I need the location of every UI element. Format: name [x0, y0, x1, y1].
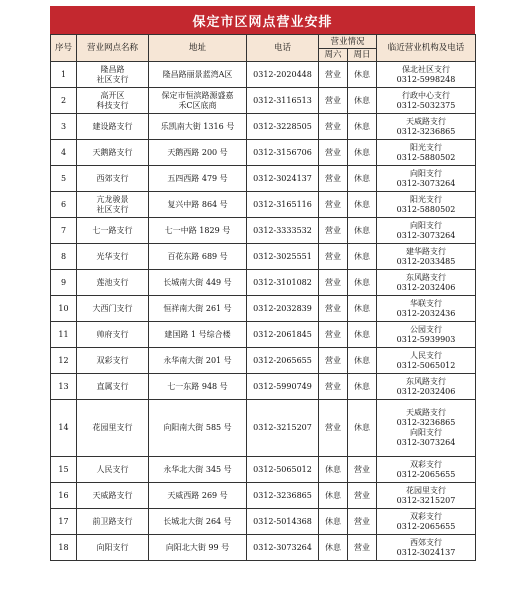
- cell-sun: 休息: [348, 62, 377, 88]
- cell-nearby: [377, 218, 476, 244]
- header-address: 地址: [149, 35, 247, 62]
- cell-name: [77, 400, 149, 457]
- cell-address: [149, 88, 247, 114]
- cell-nearby: [377, 140, 476, 166]
- cell-address-line: 复兴中路 864 号: [167, 199, 228, 209]
- cell-index: 9: [51, 270, 77, 296]
- cell-address-line: 乐凯南大街 1316 号: [160, 121, 235, 131]
- cell-phone: 0312-3101082: [247, 270, 319, 296]
- cell-name: [77, 296, 149, 322]
- cell-nearby: [377, 348, 476, 374]
- cell-address: [149, 348, 247, 374]
- table-row: [51, 270, 476, 296]
- cell-nearby-line: 东风路支行: [406, 376, 447, 386]
- cell-nearby-line: 0312-2065655: [396, 469, 456, 479]
- cell-sat: 休息: [319, 535, 348, 561]
- cell-index: 7: [51, 218, 77, 244]
- cell-name-line: 建设路支行: [92, 121, 133, 131]
- cell-nearby: [377, 509, 476, 535]
- cell-name-line: 天威路支行: [92, 490, 133, 500]
- table-row: [51, 322, 476, 348]
- cell-sat: 营业: [319, 244, 348, 270]
- cell-nearby: [377, 114, 476, 140]
- table-row: [51, 374, 476, 400]
- cell-sun: 休息: [348, 270, 377, 296]
- schedule-document: [50, 6, 475, 561]
- cell-address-line: 向阳南大街 585 号: [163, 423, 232, 432]
- cell-nearby-line: 行政中心支行: [402, 90, 451, 100]
- table-row: [51, 62, 476, 88]
- cell-name: [77, 218, 149, 244]
- cell-index: 18: [51, 535, 77, 561]
- cell-nearby-line: 向阳支行: [410, 168, 443, 178]
- cell-nearby-line: 建华路支行: [406, 246, 447, 256]
- cell-sun: 休息: [348, 192, 377, 218]
- cell-sun: 休息: [348, 374, 377, 400]
- cell-sun: 休息: [348, 400, 377, 457]
- cell-phone: 0312-3228505: [247, 114, 319, 140]
- cell-address-line: 永华南大街 201 号: [163, 355, 232, 365]
- cell-name: [77, 322, 149, 348]
- cell-index: 6: [51, 192, 77, 218]
- cell-address: [149, 322, 247, 348]
- cell-nearby-line: 0312-5939903: [396, 334, 456, 344]
- cell-index: 10: [51, 296, 77, 322]
- table-row: [51, 192, 476, 218]
- cell-nearby-line: 西郊支行: [410, 537, 443, 547]
- cell-nearby: [377, 535, 476, 561]
- cell-address: [149, 140, 247, 166]
- cell-sat: 休息: [319, 457, 348, 483]
- cell-sun: 休息: [348, 166, 377, 192]
- cell-nearby-line: 向阳支行: [410, 428, 443, 437]
- cell-index: 15: [51, 457, 77, 483]
- cell-nearby-line: 保北社区支行: [402, 64, 451, 74]
- cell-address-line: 隆昌路丽景蓝湾A区: [162, 69, 233, 79]
- cell-phone: 0312-2065655: [247, 348, 319, 374]
- cell-address: [149, 400, 247, 457]
- cell-name: [77, 192, 149, 218]
- cell-name: [77, 140, 149, 166]
- cell-index: 11: [51, 322, 77, 348]
- cell-sun: 休息: [348, 218, 377, 244]
- cell-name-line: 直属支行: [96, 381, 129, 391]
- cell-nearby-line: 双彩支行: [410, 459, 443, 469]
- cell-nearby: [377, 400, 476, 457]
- cell-address: [149, 62, 247, 88]
- cell-phone: 0312-5014368: [247, 509, 319, 535]
- cell-address: [149, 166, 247, 192]
- cell-name-line: 双彩支行: [96, 355, 129, 365]
- cell-name: [77, 348, 149, 374]
- cell-address-line: 七一东路 948 号: [167, 381, 228, 391]
- cell-name: [77, 270, 149, 296]
- cell-address-line: 长城北大街 264 号: [163, 516, 232, 526]
- table-row: [51, 218, 476, 244]
- table-row: [51, 535, 476, 561]
- cell-nearby: [377, 374, 476, 400]
- cell-name: [77, 244, 149, 270]
- table-row: [51, 114, 476, 140]
- cell-nearby-line: 0312-3215207: [396, 495, 456, 505]
- cell-name: [77, 166, 149, 192]
- cell-index: 14: [51, 400, 77, 457]
- cell-nearby: [377, 62, 476, 88]
- cell-nearby-line: 0312-3073264: [396, 230, 456, 240]
- cell-nearby-line: 0312-5998248: [396, 74, 456, 84]
- cell-phone: 0312-3073264: [247, 535, 319, 561]
- cell-address-line: 天鹅西路 200 号: [167, 147, 228, 157]
- cell-address-line: 禾C区底商: [178, 100, 217, 110]
- header-phone: 电话: [247, 35, 319, 62]
- cell-phone: 0312-2032839: [247, 296, 319, 322]
- cell-address-line: 五四西路 479 号: [167, 173, 228, 183]
- table-row: [51, 348, 476, 374]
- cell-address-line: 七一中路 1829 号: [164, 225, 231, 235]
- cell-name: [77, 483, 149, 509]
- cell-name-line: 科技支行: [96, 100, 129, 110]
- cell-nearby-line: 人民支行: [410, 350, 443, 360]
- cell-address-line: 百花东路 689 号: [167, 251, 228, 261]
- cell-name: [77, 374, 149, 400]
- cell-nearby: [377, 270, 476, 296]
- header-sun: 周日: [348, 49, 377, 62]
- schedule-table: [50, 34, 476, 561]
- cell-nearby-line: 天威路支行: [406, 408, 447, 417]
- cell-sun: 休息: [348, 88, 377, 114]
- cell-address: [149, 457, 247, 483]
- cell-name-line: 向阳支行: [96, 542, 129, 552]
- cell-nearby: [377, 192, 476, 218]
- cell-nearby-line: 天威路支行: [406, 116, 447, 126]
- cell-index: 5: [51, 166, 77, 192]
- cell-nearby-line: 公园支行: [410, 324, 443, 334]
- cell-nearby-line: 华联支行: [410, 298, 443, 308]
- cell-sun: 营业: [348, 457, 377, 483]
- cell-sat: 休息: [319, 509, 348, 535]
- cell-nearby-line: 花园里支行: [406, 485, 447, 495]
- cell-index: 12: [51, 348, 77, 374]
- cell-nearby: [377, 244, 476, 270]
- cell-nearby-line: 0312-2032436: [396, 308, 456, 318]
- cell-address: [149, 374, 247, 400]
- cell-sun: 休息: [348, 114, 377, 140]
- cell-sat: 营业: [319, 322, 348, 348]
- cell-phone: 0312-2020448: [247, 62, 319, 88]
- cell-name-line: 莲池支行: [96, 277, 129, 287]
- table-header: [51, 35, 476, 62]
- cell-address-line: 永华北大街 345 号: [163, 464, 232, 474]
- header-nearby: 临近营业机构及电话: [377, 35, 476, 62]
- table-row: [51, 88, 476, 114]
- cell-nearby-line: 0312-3236865: [396, 126, 456, 136]
- cell-address: [149, 114, 247, 140]
- cell-name: [77, 457, 149, 483]
- cell-name-line: 七一路支行: [92, 225, 133, 235]
- table-row: [51, 244, 476, 270]
- cell-phone: 0312-3116513: [247, 88, 319, 114]
- cell-name: [77, 62, 149, 88]
- cell-address: [149, 270, 247, 296]
- cell-address-line: 向阳北大街 99 号: [165, 542, 230, 552]
- cell-nearby: [377, 296, 476, 322]
- cell-name-line: 光华支行: [96, 251, 129, 261]
- cell-address: [149, 244, 247, 270]
- table-row: [51, 140, 476, 166]
- cell-name: [77, 88, 149, 114]
- cell-sat: 营业: [319, 140, 348, 166]
- cell-nearby: [377, 483, 476, 509]
- cell-phone: 0312-3025551: [247, 244, 319, 270]
- cell-sat: 休息: [319, 483, 348, 509]
- cell-phone: 0312-3236865: [247, 483, 319, 509]
- cell-index: 4: [51, 140, 77, 166]
- cell-nearby-line: 双彩支行: [410, 511, 443, 521]
- cell-nearby: [377, 166, 476, 192]
- cell-phone: 0312-3156706: [247, 140, 319, 166]
- cell-phone: 0312-5990749: [247, 374, 319, 400]
- cell-sat: 营业: [319, 192, 348, 218]
- cell-sat: 营业: [319, 114, 348, 140]
- cell-sat: 营业: [319, 400, 348, 457]
- table-row: [51, 509, 476, 535]
- cell-sat: 营业: [319, 270, 348, 296]
- cell-nearby-line: 0312-3236865: [396, 418, 456, 427]
- cell-sat: 营业: [319, 88, 348, 114]
- cell-nearby-line: 0312-2065655: [396, 521, 456, 531]
- cell-sat: 营业: [319, 296, 348, 322]
- cell-address-line: 保定市恒滨路源盛嘉: [161, 90, 234, 100]
- cell-nearby-line: 0312-5065012: [396, 360, 456, 370]
- cell-name-line: 西郊支行: [96, 173, 129, 183]
- cell-index: 16: [51, 483, 77, 509]
- cell-sun: 休息: [348, 296, 377, 322]
- cell-nearby: [377, 322, 476, 348]
- cell-name: [77, 509, 149, 535]
- cell-phone: 0312-3333532: [247, 218, 319, 244]
- header-index: 序号: [51, 35, 77, 62]
- cell-name-line: 隆昌路: [100, 64, 125, 74]
- cell-index: 17: [51, 509, 77, 535]
- cell-name-line: 前卫路支行: [92, 516, 133, 526]
- cell-sat: 营业: [319, 374, 348, 400]
- header-name: 营业网点名称: [77, 35, 149, 62]
- cell-sun: 休息: [348, 140, 377, 166]
- cell-sun: 休息: [348, 322, 377, 348]
- header-sat: 周六: [319, 49, 348, 62]
- cell-nearby-line: 0312-3073264: [396, 438, 456, 447]
- cell-nearby-line: 0312-2033485: [396, 256, 456, 266]
- cell-index: 3: [51, 114, 77, 140]
- cell-nearby-line: 阳光支行: [410, 142, 443, 152]
- cell-name-line: 天鹅路支行: [92, 147, 133, 157]
- table-row: [51, 296, 476, 322]
- cell-address-line: 天威西路 269 号: [167, 490, 228, 500]
- document-title: 保定市区网点营业安排: [50, 6, 475, 34]
- cell-index: 2: [51, 88, 77, 114]
- cell-name: [77, 535, 149, 561]
- cell-sat: 营业: [319, 166, 348, 192]
- cell-nearby: [377, 457, 476, 483]
- cell-nearby-line: 0312-2032406: [396, 386, 456, 396]
- table-body: [51, 62, 476, 561]
- cell-name-line: 帅府支行: [96, 329, 129, 339]
- cell-address-line: 长城南大街 449 号: [163, 277, 232, 287]
- cell-address: [149, 535, 247, 561]
- cell-nearby: [377, 88, 476, 114]
- cell-phone: 0312-3024137: [247, 166, 319, 192]
- cell-phone: 0312-3215207: [247, 400, 319, 457]
- cell-name: [77, 114, 149, 140]
- cell-phone: 0312-3165116: [247, 192, 319, 218]
- cell-name-line: 社区支行: [96, 204, 129, 214]
- cell-phone: 0312-5065012: [247, 457, 319, 483]
- cell-nearby-line: 0312-3024137: [396, 547, 456, 557]
- cell-index: 1: [51, 62, 77, 88]
- cell-name-line: 大西门支行: [92, 303, 133, 313]
- table-row: [51, 166, 476, 192]
- cell-address: [149, 509, 247, 535]
- cell-name-line: 花园里支行: [92, 423, 133, 432]
- cell-sun: 休息: [348, 244, 377, 270]
- cell-sat: 营业: [319, 218, 348, 244]
- cell-address-line: 建国路 1 号综合楼: [164, 329, 231, 339]
- cell-nearby-line: 0312-5032375: [396, 100, 456, 110]
- cell-address: [149, 192, 247, 218]
- cell-index: 13: [51, 374, 77, 400]
- table-row: [51, 457, 476, 483]
- table-row: [51, 400, 476, 457]
- cell-sun: 营业: [348, 535, 377, 561]
- cell-name-line: 人民支行: [96, 464, 129, 474]
- cell-name-line: 亢龙骏景: [96, 194, 129, 204]
- cell-nearby-line: 0312-3073264: [396, 178, 456, 188]
- cell-nearby-line: 0312-5880502: [396, 204, 456, 214]
- cell-address-line: 恒祥南大街 261 号: [163, 303, 232, 313]
- cell-sat: 营业: [319, 62, 348, 88]
- cell-phone: 0312-2061845: [247, 322, 319, 348]
- cell-nearby-line: 0312-5880502: [396, 152, 456, 162]
- cell-name-line: 高开区: [100, 90, 125, 100]
- cell-sun: 营业: [348, 483, 377, 509]
- cell-nearby-line: 东风路支行: [406, 272, 447, 282]
- cell-nearby-line: 阳光支行: [410, 194, 443, 204]
- cell-address: [149, 296, 247, 322]
- table-row: [51, 483, 476, 509]
- cell-sun: 营业: [348, 509, 377, 535]
- header-hours: 营业情况: [319, 35, 377, 49]
- cell-nearby-line: 向阳支行: [410, 220, 443, 230]
- cell-sun: 休息: [348, 348, 377, 374]
- cell-nearby-line: 0312-2032406: [396, 282, 456, 292]
- cell-index: 8: [51, 244, 77, 270]
- cell-address: [149, 218, 247, 244]
- cell-name-line: 社区支行: [96, 74, 129, 84]
- cell-address: [149, 483, 247, 509]
- cell-sat: 营业: [319, 348, 348, 374]
